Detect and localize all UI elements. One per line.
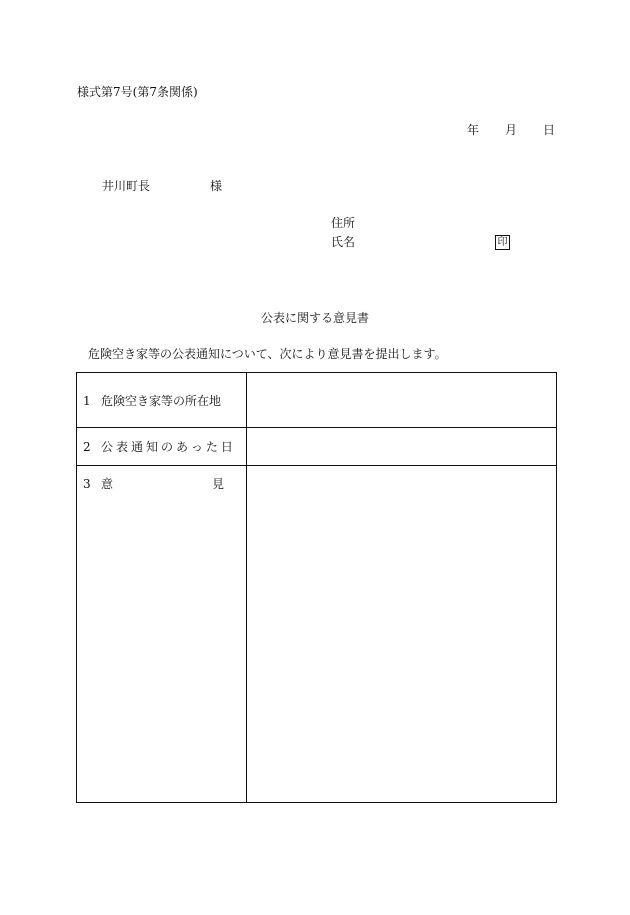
row-label-text: 危険空き家等の所在地 xyxy=(101,393,222,408)
name-label: 氏名 xyxy=(331,235,356,249)
row-number: 1 xyxy=(83,393,91,408)
address-label: 住所 xyxy=(331,216,356,230)
date-line xyxy=(467,124,555,136)
addressee-name: 井川町長 xyxy=(102,179,151,193)
table-row xyxy=(77,428,557,466)
row-number: 3 xyxy=(83,477,91,491)
row-label xyxy=(77,466,247,803)
intro-text: 危険空き家等の公表通知について、次により意見書を提出します。 xyxy=(88,347,447,361)
date-month-label: 月 xyxy=(504,123,517,137)
table-row xyxy=(77,373,557,428)
date-day-label: 日 xyxy=(542,123,555,137)
addressee-honorific: 様 xyxy=(210,179,223,193)
addressee xyxy=(102,180,222,192)
row-label-right: 見 xyxy=(211,477,224,491)
row-number: 2 xyxy=(83,440,91,454)
row-label-text: 公表通知のあった日 xyxy=(101,440,236,454)
form-number: 様式第7号(第7条関係) xyxy=(77,85,198,99)
location-field[interactable] xyxy=(247,373,557,428)
opinion-form-table xyxy=(76,372,557,803)
opinion-field[interactable] xyxy=(247,466,557,803)
date-year-label: 年 xyxy=(466,123,479,137)
row-label-left: 意 xyxy=(101,477,114,491)
seal-mark: 印 xyxy=(495,235,510,250)
document-title: 公表に関する意見書 xyxy=(260,311,369,325)
notice-date-field[interactable] xyxy=(247,428,557,466)
table-row xyxy=(77,466,557,803)
row-label xyxy=(77,373,247,428)
row-label xyxy=(77,428,247,466)
